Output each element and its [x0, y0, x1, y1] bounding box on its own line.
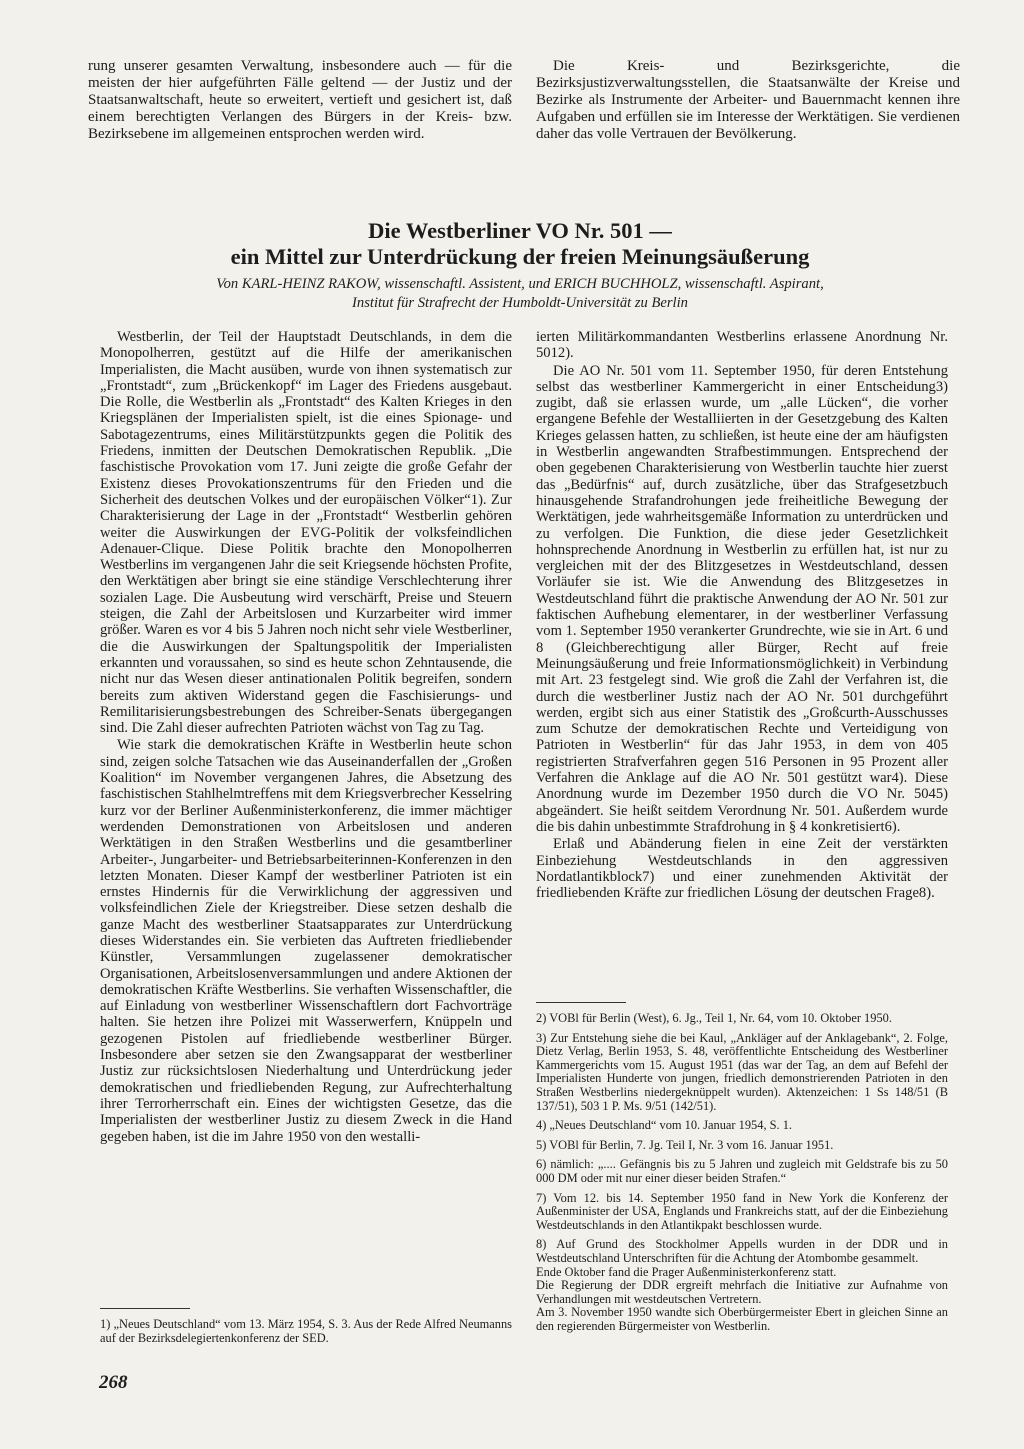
body-paragraph: ierten Militärkommandanten Westberlins erlassene Anordnung Nr. 5012).: [536, 329, 948, 362]
footnote-8-continued: Die Regierung der DDR ergreift mehrfach die Initiative zur Aufnahme von Verhandlungen mit westdeutschen Vertretern.: [536, 1278, 948, 1306]
footnote-3: 3) Zur Entstehung siehe die bei Kaul, „Ankläger auf der Anklagebank“, 2. Folge, Dietz Verlag, Berlin 1953, S. 48, veröffentlichte Entscheidung des Westberliner Kammergerichts vom 15. August 1951 (das war der Tag, an dem auf Befehl der Imperialisten Hunderte von jungen, friedlich demonstrierenden Patrioten in den Straßen Westberlins niedergeknüppelt wurden). Aktenzeichen: 1 Ss 148/51 (B 137/51), 503 1 P. Ms. 9/51 (142/51).: [536, 1030, 948, 1113]
footnote-1: 1) „Neues Deutschland“ vom 13. März 1954, S. 3. Aus der Rede Alfred Neumanns auf der Bezirksdelegiertenkonferenz der SED.: [100, 1317, 512, 1345]
footnote-5: 5) VOBl für Berlin, 7. Jg. Teil I, Nr. 3 vom 16. Januar 1951.: [536, 1137, 834, 1152]
footnote-2: 2) VOBl für Berlin (West), 6. Jg., Teil 1, Nr. 64, vom 10. Oktober 1950.: [536, 1011, 892, 1025]
article-byline: [80, 275, 960, 313]
body-paragraph: Wie stark die demokratischen Kräfte in Westberlin heute schon sind, zeigen solche Tatsachen wie das Auseinanderfallen der „Großen Koalition“ im November vergangenen Jahres, die Absetzung des faschistischen Stahlhelmtreffens mit dem Kriegsverbrecher Kesselring kurz vor der Berliner Außenministerkonferenz, die immer mächtiger werdenden Demonstrationen von Arbeitslosen und anderen Werktätigen in den Straßen Westberlins und die gesamtberliner Arbeiter-, Jungarbeiter- und Betriebsarbeiterinnen-Konferenzen in den letzten Monaten. Dieser Kampf der westberliner Patrioten ist ein ernstes Hindernis für die Verwirklichung der aggressiven und volksfeindlichen Ziele der Kriegstreiber. Diese setzen deshalb die ganze Macht des westberliner Staatsapparates zur Unterdrückung dieses Widerstandes ein. Sie verbieten das Auftreten friedliebender Künstler, Versammlungen zugelassener demokratischer Organisationen, Arbeitslosenversammlungen und andere Aktionen der demokratischen Kräfte Westberlins. Sie verhaften Wissenschaftler, die auf Einladung von westberliner Wissenschaftlern dort Fachvorträge halten. Sie hetzen ihre Polizei mit Wasserwerfern, Knüppeln und gezogenen Pistolen auf friedliebende westberliner Bürger. Insbesondere aber setzen sie den Zwangsapparat der westberliner Justiz zur rücksichtslosen Niederhaltung und Unterdrückung jeder demokratischen und friedliebenden Regung, zur Aufrechterhaltung ihrer Terrorherrschaft ein. Eines der wichtigsten Gesetze, das die Imperialisten der westberliner Justiz zu diesem Zweck in die Hand gegeben haben, ist die im Jahre 1950 von den westalli-: [100, 737, 512, 1145]
right-column: [536, 329, 948, 901]
footnote-rule: [100, 1308, 190, 1309]
article-title-line-1: Die Westberliner VO Nr. 501 —: [368, 218, 672, 243]
left-footnotes: [100, 1318, 512, 1345]
footnote-4: 4) „Neues Deutschland“ vom 10. Januar 1954, S. 1.: [536, 1118, 793, 1133]
footnote-rule: [536, 1002, 626, 1003]
continued-paragraph: rung unserer gesamten Verwaltung, insbesondere auch — für die meisten der hier aufgeführten Fälle geltend — der Justiz und der Staatsanwaltschaft, heute so erweitert, vertieft und gesichert ist, daß einem berechtigten Verlangen des Bürgers in der Kreis- bzw. Bezirksebene im allgemeinen entsprochen werden wird.: [88, 58, 512, 142]
footnote-6: 6) nämlich: „.... Gefängnis bis zu 5 Jahren und zugleich mit Geldstrafe bis zu 50 000 DM oder mit nur einer dieser beiden Strafen.“: [536, 1157, 948, 1185]
byline-authors: Von KARL-HEINZ RAKOW, wissenschaftl. Assistent, und ERICH BUCHHOLZ, wissenschaftl. Aspirant,: [216, 276, 824, 292]
body-paragraph: Erlaß und Abänderung fielen in eine Zeit der verstärkten Einbeziehung Westdeutschlands in den aggressiven Nordatlantikblock7) und einer zunehmenden Aktivität der friedliebenden Kräfte zur friedlichen Lösung der deutschen Frage8).: [536, 836, 948, 902]
closing-paragraph: Die Kreis- und Bezirksgerichte, die Bezirksjustizverwaltungsstellen, die Staatsanwälte der Kreise und Bezirke als Instrumente der Arbeiter- und Bauernmacht kennen ihre Aufgaben und erfüllen sie im Interesse der Werktätigen. Sie verdienen daher das volle Vertrauen der Bevölkerung.: [536, 58, 960, 142]
article-title: [80, 218, 960, 270]
footnote-8-continued: Am 3. November 1950 wandte sich Oberbürgermeister Ebert in gleichen Sinne an den regierenden Bürgermeister von Westberlin.: [536, 1305, 948, 1333]
top-right-column: [536, 58, 960, 143]
right-footnotes: [536, 1012, 948, 1333]
body-paragraph: Die AO Nr. 501 vom 11. September 1950, für deren Entstehung selbst das westberliner Kammergericht in einer Entscheidung3) zugibt, daß sie erlassen wurde, um „alle Lücken“, die vorher ergangene Befehle der Westalliierten in der Gesetzgebung des Kalten Krieges gelassen hatten, zu schließen, ist heute eine der am häufigsten in Westberlin angewandten Strafbestimmungen. Entsprechend der oben gegebenen Charakterisierung von Westberlin tauchte hier zuerst das „Bedürfnis“ auf, durch zusätzliche, über das Strafgesetzbuch hinausgehende Strafandrohungen jede freiheitliche Bewegung der Werktätigen, jede wahrheitsgemäße Information zu unterdrücken und zu verfolgen. Die Funktion, die diese jeder Gesetzlichkeit hohnsprechende Anordnung in Westberlin zu erfüllen hat, ist nur zu vergleichen mit der des Blitzgesetzes in Westdeutschland, dessen Vorläufer sie ist. Wie die Anwendung des Blitzgesetzes in Westdeutschland führt die praktische Anwendung der AO Nr. 501 zur faktischen Aufhebung elementarer, in der westberliner Verfassung vom 1. September 1950 verankerter Grundrechte, wie sie in Art. 6 und 8 (Gleichberechtigung aller Bürger, Recht auf freie Meinungsäußerung und freie Informationsmöglichkeit) in Verbindung mit Art. 23 festgelegt sind. Wie groß die Zahl der Verfahren ist, die durch die westberliner Justiz nach der AO Nr. 501 durchgeführt werden, ergibt sich aus einer Statistik des „Großcurth-Ausschusses zum Schutze der demokratischen Rechte und Verteidigung von Patrioten in Westberlin“ für das Jahr 1953, in dem von 405 registrierten Strafverfahren gegen 516 Personen in 95 Prozent aller Verfahren die Anklage auf die AO Nr. 501 gestützt war4). Diese Anordnung wurde im Dezember 1950 durch die VO Nr. 5045) abgeändert. Sie heißt seitdem Verordnung Nr. 501. Außerdem wurde die bis dahin unbestimmte Strafdrohung in § 4 konkretisiert6).: [536, 362, 948, 835]
footnote-7: 7) Vom 12. bis 14. September 1950 fand in New York die Konferenz der Außenminister der USA, Englands und Frankreichs statt, auf der die Einbeziehung Westdeutschlands in den Atlantikpakt beschlossen wurde.: [536, 1190, 948, 1232]
left-column: [100, 329, 512, 1145]
top-left-column: [88, 58, 512, 143]
article-title-line-2: ein Mittel zur Unterdrückung der freien Meinungsäußerung: [230, 244, 810, 269]
body-paragraph: Westberlin, der Teil der Hauptstadt Deutschlands, in dem die Monopolherren, gestützt auf die Hilfe der amerikanischen Imperialisten, die Macht ausüben, wurde von ihnen systematisch zur „Frontstadt“, zum „Brückenkopf“ im Lager des Friedens ausgebaut. Die Rolle, die Westberlin als „Frontstadt“ des Kalten Krieges in den Kriegsplänen der Imperialisten spielt, ist die eines Spionage- und Sabotagezentrums, eines Militärstützpunkts gegen die Politik des Friedens, inmitten der Deutschen Demokratischen Republik. „Die faschistische Provokation vom 17. Juni zeigte die große Gefahr der Existenz dieses Provokationszentrums für den Frieden und die Sicherheit des deutschen Volkes und der europäischen Völker“1). Zur Charakterisierung der Lage in der „Frontstadt“ Westberlin gehören weiter die Auswirkungen der EVG-Politik der volksfeindlichen Adenauer-Clique. Diese Politik brachte den Monopolherren Westberlins im vergangenen Jahr die seit Kriegsende höchsten Profite, den Werktätigen aber bringt sie eine ständige Verschlechterung ihrer sozialen Lage. Die Ausbeutung wird verschärft, Preise und Steuern steigen, die Zahl der Arbeitslosen und Kurzarbeiter wird immer größer. Waren es vor 4 bis 5 Jahren noch nicht sehr viele Westberliner, die die Auswirkungen der Spaltungspolitik der Imperialisten erkannten und voraussahen, so sind es heute schon Zehntausende, die nicht nur das Wesen dieser antinationalen Politik begreifen, sondern bereits zum aktiven Widerstand gegen die Faschisierungs- und Remilitarisierungsbestrebungen des Schreiber-Senats übergegangen sind. Die Zahl dieser aufrechten Patrioten wächst von Tag zu Tag.: [100, 329, 512, 737]
page-number: 268: [99, 1372, 128, 1393]
footnote-8: 8) Auf Grund des Stockholmer Appells wurden in der DDR und in Westdeutschland Unterschriften für die Achtung der Atombombe gesammelt.: [536, 1237, 948, 1265]
footnote-8-continued: Ende Oktober fand die Prager Außenministerkonferenz statt.: [536, 1264, 837, 1279]
byline-institute: Institut für Strafrecht der Humboldt-Universität zu Berlin: [352, 295, 688, 311]
